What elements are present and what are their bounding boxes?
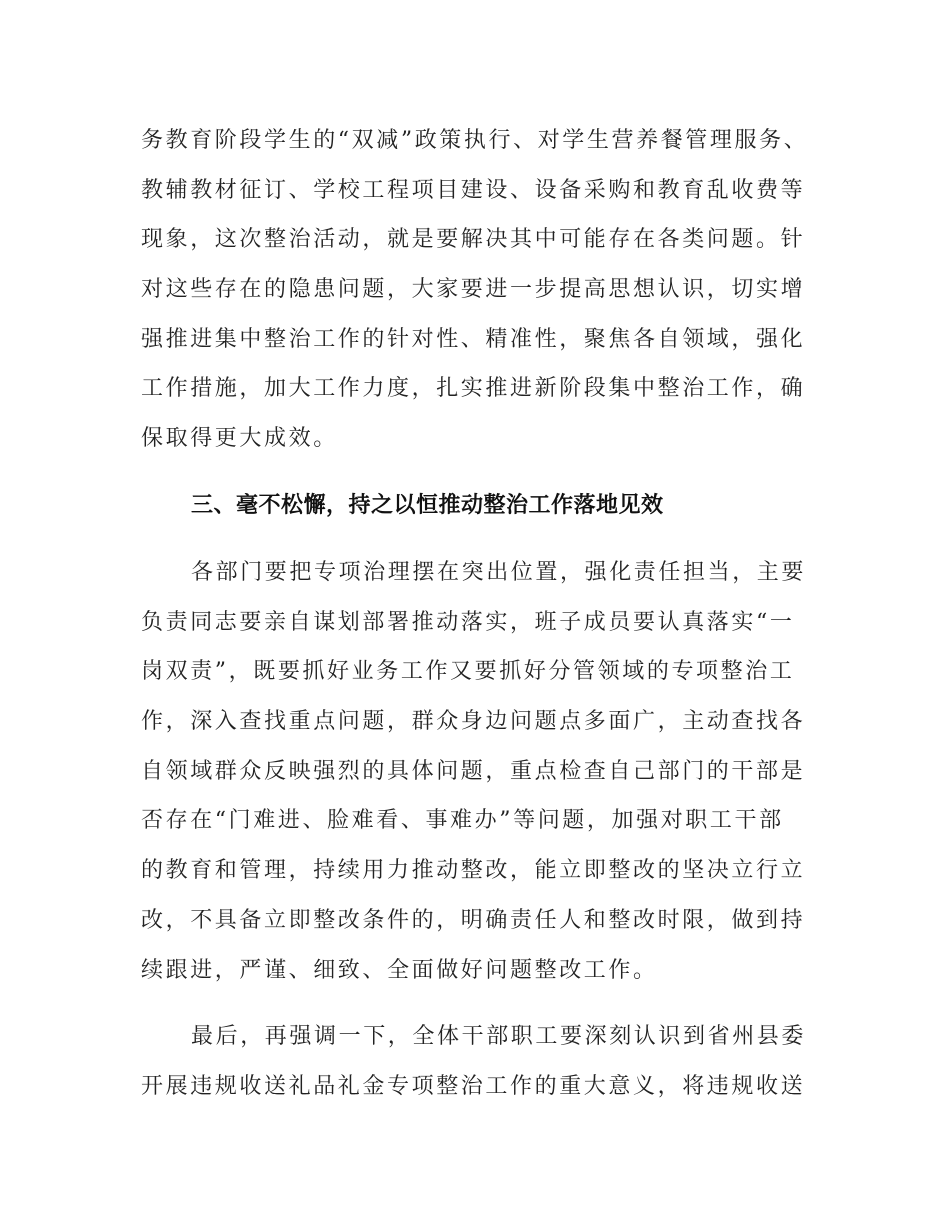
paragraph-line: 续跟进，严谨、细致、全面做好问题整改工作。 [141, 958, 658, 983]
paragraph-line: 的教育和管理，持续用力推动整改，能立即整改的坚决立行立 [141, 858, 806, 883]
paragraph-line: 作，深入查找重点问题，群众身边问题点多面广，主动查找各 [141, 709, 806, 734]
paragraph-line: 最后，再强调一下，全体干部职工要深刻认识到省州县委 [191, 1024, 807, 1049]
paragraph-line: 各部门要把专项治理摆在突出位置，强化责任担当，主要 [191, 560, 807, 585]
paragraph-line: 教辅教材征订、学校工程项目建设、设备采购和教育乱收费等 [141, 178, 806, 203]
paragraph-line: 现象，这次整治活动，就是要解决其中可能存在各类问题。针 [141, 227, 806, 252]
paragraph-line: 改，不具备立即整改条件的，明确责任人和整改时限，做到持 [141, 908, 806, 933]
paragraph-line: 否存在“门难进、脸难看、事难办”等问题，加强对职工干部 [141, 808, 784, 833]
paragraph-line: 保取得更大成效。 [141, 426, 338, 451]
paragraph-line: 岗双责”，既要抓好业务工作又要抓好分管领域的专项整治工 [141, 659, 795, 684]
paragraph-line: 自领域群众反映强烈的具体问题，重点检查自己部门的干部是 [141, 759, 806, 784]
paragraph-line: 对这些存在的隐患问题，大家要进一步提高思想认识，切实增 [141, 277, 806, 302]
paragraph-line: 强推进集中整治工作的针对性、精准性，聚焦各自领域，强化 [141, 327, 806, 352]
paragraph-line: 负责同志要亲自谋划部署推动落实，班子成员要认真落实“一 [141, 610, 795, 635]
paragraph-line: 务教育阶段学生的“双减”政策执行、对学生营养餐管理服务、 [141, 128, 809, 153]
section-heading: 三、毫不松懈，持之以恒推动整治工作落地见效 [191, 493, 664, 518]
paragraph-line: 工作措施，加大工作力度，扎实推进新阶段集中整治工作，确 [141, 376, 806, 401]
paragraph-line: 开展违规收送礼品礼金专项整治工作的重大意义，将违规收送 [141, 1074, 806, 1099]
